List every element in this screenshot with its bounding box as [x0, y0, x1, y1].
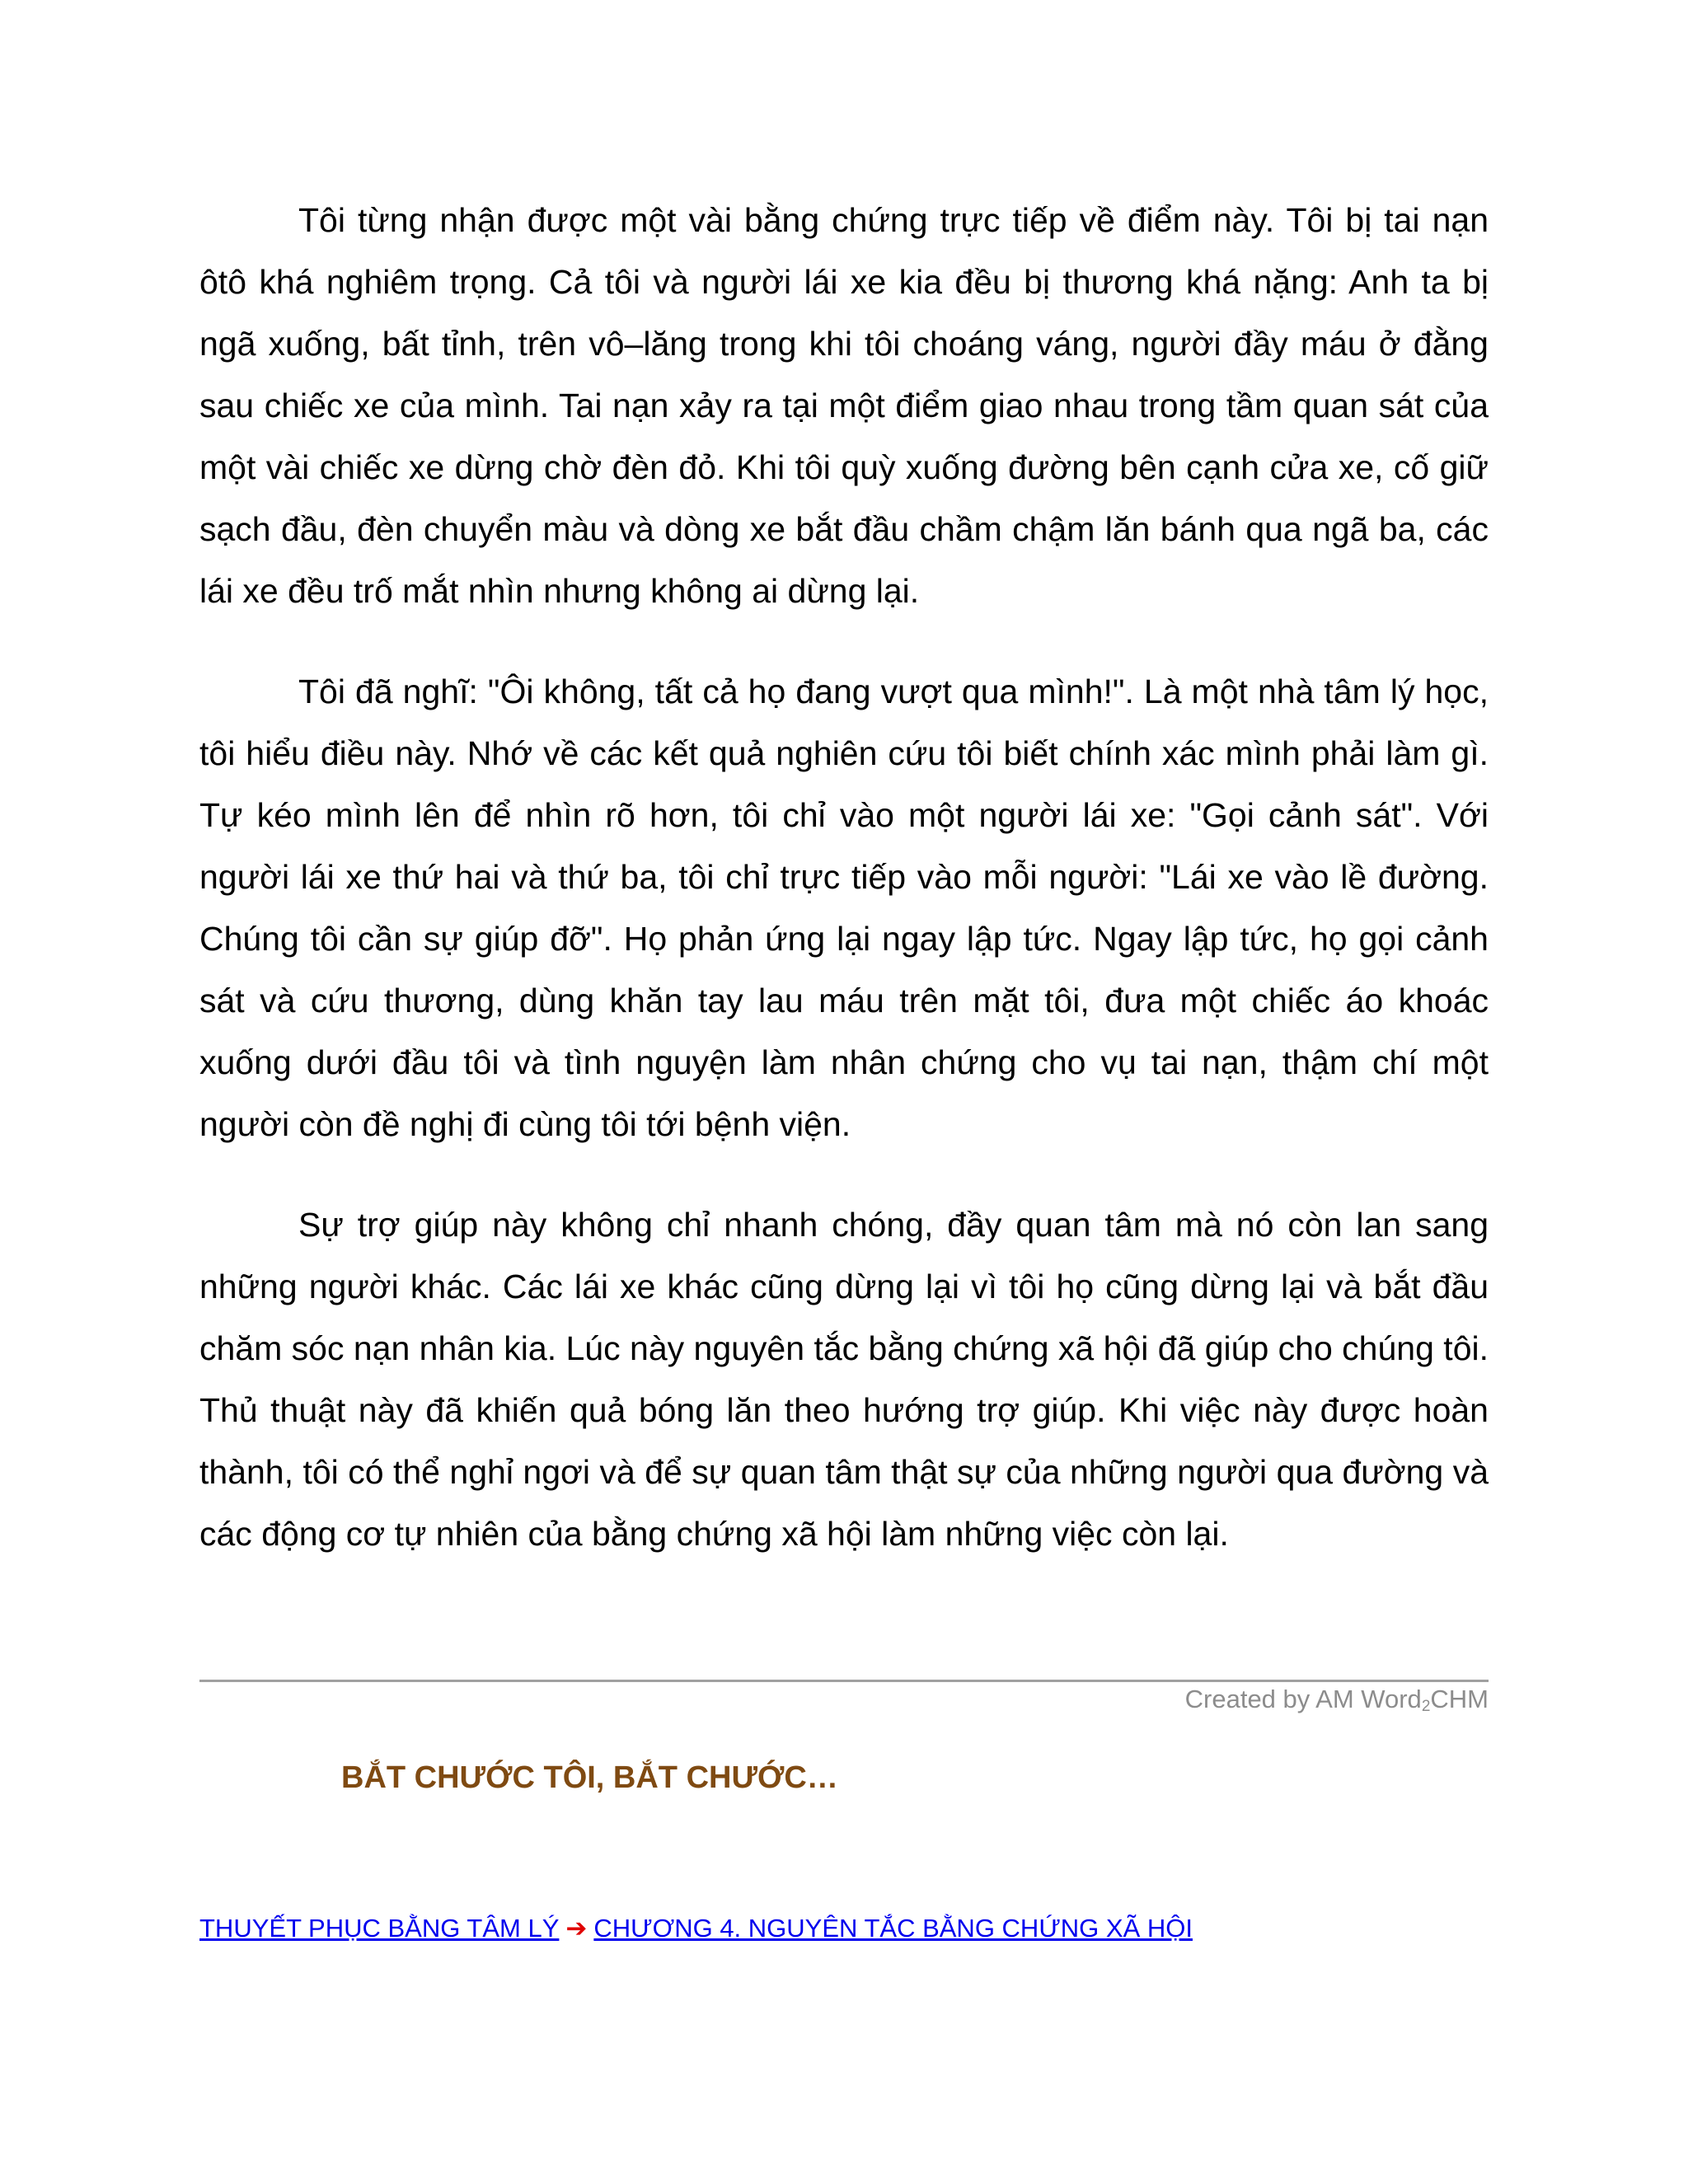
paragraph-3: Sự trợ giúp này không chỉ nhanh chóng, đầy quan tâm mà nó còn lan sang những người khác. Các lái xe khác cũng dừng lại vì tôi họ cũng dừng lại và bắt đầu chăm sóc nạn nhân kia. Lúc này nguyên tắc bằng chứng xã hội đã giúp cho chúng tôi. Thủ thuật này đã khiến quả bóng lăn theo hướng trợ giúp. Khi việc này được hoàn thành, tôi có thể nghỉ ngơi và để sự quan tâm thật sự của những người qua đường và các động cơ tự nhiên của bằng chứng xã hội làm những việc còn lại.	[199, 1206, 1489, 1553]
breadcrumb-book-link[interactable]: THUYẾT PHỤC BẰNG TÂM LÝ	[199, 1914, 560, 1943]
credit-suffix: CHM	[1430, 1685, 1489, 1713]
credit-prefix: Created by AM Word	[1184, 1685, 1422, 1713]
created-by-credit	[1071, 1683, 1489, 1723]
footer-divider	[199, 1680, 1489, 1682]
credit-subscript: 2	[1421, 1698, 1431, 1715]
paragraph-1: Tôi từng nhận được một vài bằng chứng trực tiếp về điểm này. Tôi bị tai nạn ôtô khá nghiêm trọng. Cả tôi và người lái xe kia đều bị thương khá nặng: Anh ta bị ngã xuống, bất tỉnh, trên vô–lăng trong khi tôi choáng váng, người đầy máu ở đằng sau chiếc xe của mình. Tai nạn xảy ra tại một điểm giao nhau trong tầm quan sát của một vài chiếc xe dừng chờ đèn đỏ. Khi tôi quỳ xuống đường bên cạnh cửa xe, cố giữ sạch đầu, đèn chuyển màu và dòng xe bắt đầu chầm chậm lăn bánh qua ngã ba, các lái xe đều trố mắt nhìn nhưng không ai dừng lại.	[199, 201, 1489, 610]
breadcrumb	[199, 1912, 1193, 1945]
arrow-right-icon: ➔	[565, 1914, 588, 1943]
next-section-heading: BẮT CHƯỚC TÔI, BẮT CHƯỚC…	[341, 1760, 838, 1795]
document-body	[199, 190, 1489, 1565]
breadcrumb-chapter-link[interactable]: CHƯƠNG 4. NGUYÊN TẮC BẰNG CHỨNG XÃ HỘI	[593, 1914, 1193, 1943]
paragraph-2: Tôi đã nghĩ: "Ôi không, tất cả họ đang vượt qua mình!". Là một nhà tâm lý học, tôi hiểu điều này. Nhớ về các kết quả nghiên cứu tôi biết chính xác mình phải làm gì. Tự kéo mình lên để nhìn rõ hơn, tôi chỉ vào một người lái xe: "Gọi cảnh sát". Với người lái xe thứ hai và thứ ba, tôi chỉ trực tiếp vào mỗi người: "Lái xe vào lề đường. Chúng tôi cần sự giúp đỡ". Họ phản ứng lại ngay lập tức. Ngay lập tức, họ gọi cảnh sát và cứu thương, dùng khăn tay lau máu trên mặt tôi, đưa một chiếc áo khoác xuống dưới đầu tôi và tình nguyện làm nhân chứng cho vụ tai nạn, thậm chí một người còn đề nghị đi cùng tôi tới bệnh viện.	[199, 673, 1489, 1143]
